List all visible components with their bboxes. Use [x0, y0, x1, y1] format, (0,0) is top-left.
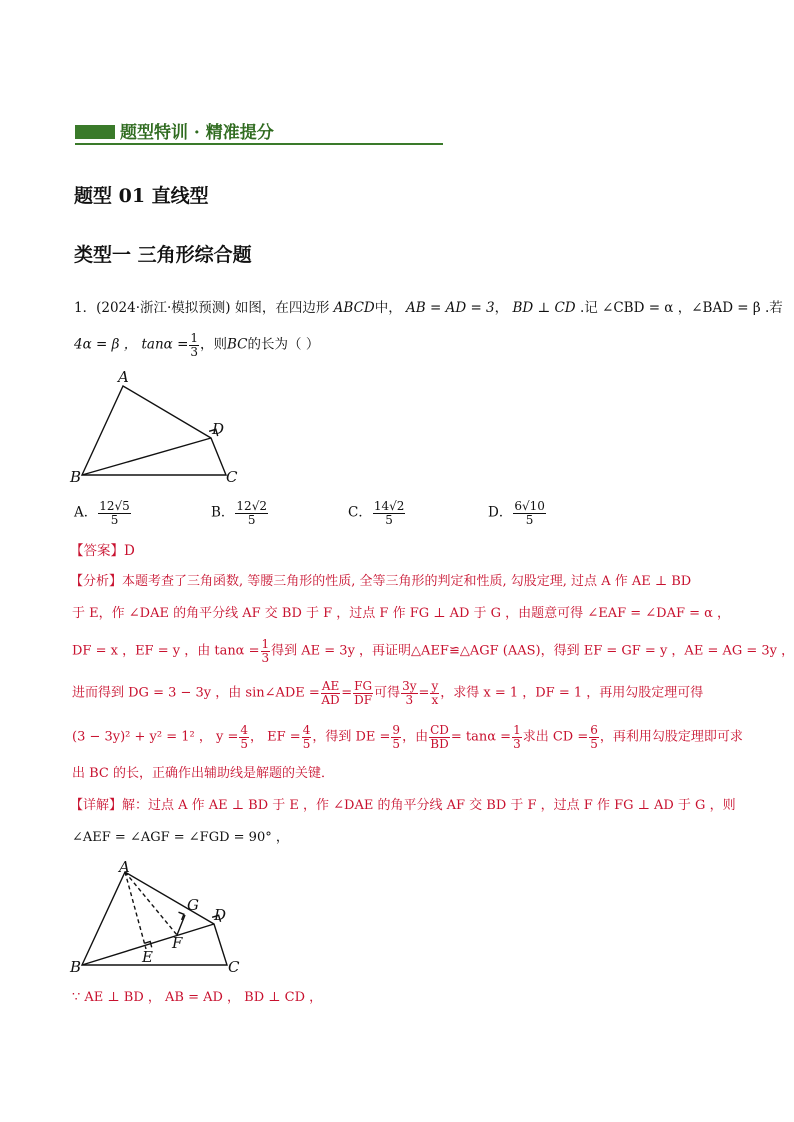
analysis-line-3: DF = x ，EF = y ，由 tanα = $\frac{1}{3}$ 得到 AE = 3y ，再证明△AEF≌△AGF (AAS)，得到 EF = GF = y ，AE = AG = 3y ， [72, 637, 794, 665]
analysis-line-6: 出 BC 的长，正确作出辅助线是解题的关键． [72, 766, 335, 781]
heading-type: 题型 01 直线型 [74, 185, 209, 207]
detail-line-1: 【详解】解：过点 A 作 AE ⊥ BD 于 E ，作 ∠DAE 的角平分线 AF 交 BD 于 F ，过点 F 作 FG ⊥ AD 于 G ，则 [70, 798, 736, 813]
label-D: D [214, 906, 227, 924]
label-B: B [70, 958, 82, 976]
option-d[interactable]: D． $\frac{6√10}{5}$ [488, 499, 545, 527]
answer: 【答案】D [70, 543, 135, 559]
quadrilateral-figure [66, 368, 256, 488]
banner-underline [75, 143, 443, 145]
heading-category: 类型一 三角形综合题 [74, 244, 252, 266]
question-line-1: 1．(2024·浙江·模拟预测) 如图，在四边形 ABCD中， AB = AD = 3， BD ⊥ CD .记 ∠CBD = α ，∠BAD = β .若 [74, 300, 783, 316]
option-c[interactable]: C． $\frac{14√2}{5}$ [348, 499, 405, 527]
analysis-line-1: 【分析】本题考查了三角函数, 等腰三角形的性质, 全等三角形的判定和性质, 勾股定理, 过点 A 作 AE ⊥ BD [70, 574, 692, 589]
label-F: F [172, 934, 183, 952]
analysis-line-2: 于 E，作 ∠DAE 的角平分线 AF 交 BD 于 F ，过点 F 作 FG ⊥ AD 于 G ，由题意可得 ∠EAF = ∠DAF = α ， [72, 606, 731, 621]
because-line: ∵ AE ⊥ BD ， AB = AD ， BD ⊥ CD ， [72, 990, 323, 1005]
analysis-line-5: (3 − 3y)² + y² = 1² ， y = $\frac{4}{5}$ ， EF = $\frac{4}{5}$ ，得到 DE = $\frac{9}{5}$ ，由 $\frac{CD}{BD}$ = tanα = $\frac{1}{3}$ 求出 CD = $\frac{6}{5}$ ，再利用勾股定理即可求 [72, 723, 743, 751]
label-C: C [226, 468, 238, 486]
label-D: D [212, 420, 225, 438]
label-C: C [228, 958, 240, 976]
label-A: A [118, 368, 129, 386]
label-E: E [142, 948, 153, 966]
banner-title: 题型特训 · 精准提分 [120, 123, 274, 143]
banner-bar [75, 125, 115, 139]
analysis-line-4: 进而得到 DG = 3 − 3y ，由 sin∠ADE = $\frac{AE}{AD}$ = $\frac{FG}{DF}$ 可得 $\frac{3y}{3}$ = $\frac{y}{x}$ ，求得 x = 1 ，DF = 1 ，再用勾股定理可得 [72, 679, 704, 707]
label-A: A [119, 858, 130, 876]
detail-line-2: ∠AEF = ∠AGF = ∠FGD = 90° ， [72, 830, 289, 845]
label-G: G [187, 896, 199, 914]
option-b[interactable]: B． $\frac{12√2}{5}$ [211, 499, 267, 527]
label-B: B [70, 468, 82, 486]
option-a[interactable]: A． $\frac{12√5}{5}$ [74, 499, 130, 527]
auxiliary-line-figure [64, 858, 254, 978]
question-line-2: 4α = β ， tanα = $\frac{1}{3}$ ，则BC的长为（ ） [74, 331, 320, 359]
